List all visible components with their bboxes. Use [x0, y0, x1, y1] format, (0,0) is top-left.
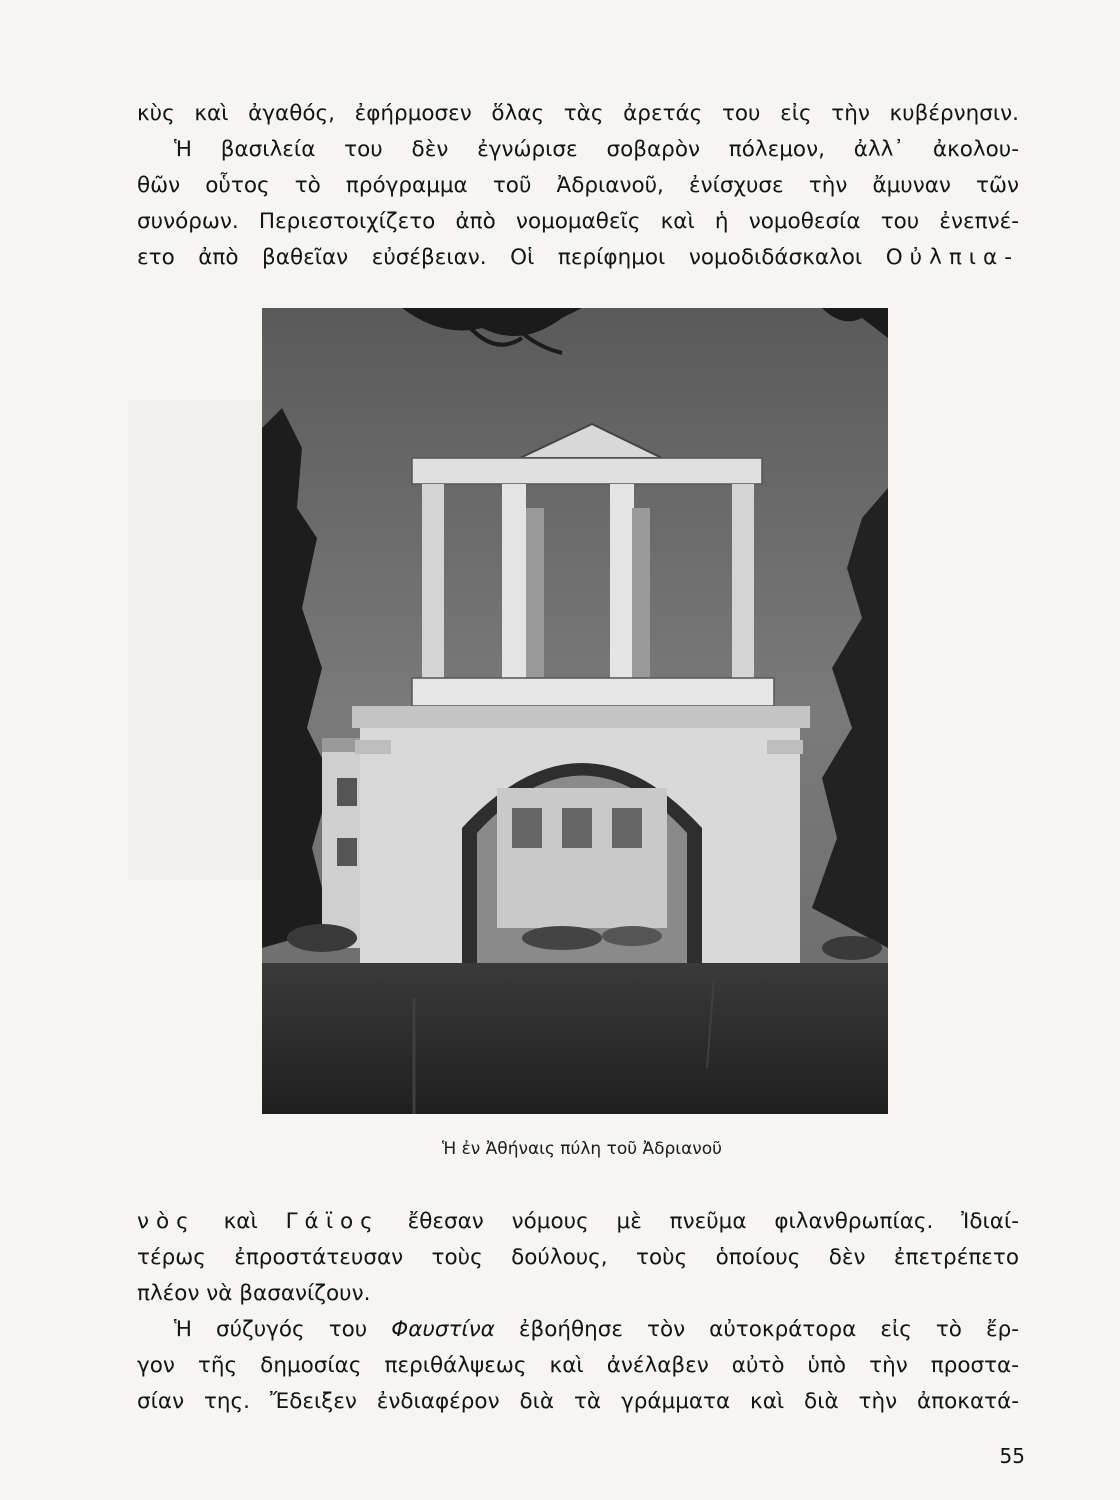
text-segment: ἔθεσαν νόμους μὲ πνεῦμα φιλανθρωπίας. Ἰδιαί- [407, 1209, 1019, 1234]
spaced-name: νὸς [137, 1209, 196, 1234]
top-paragraph [137, 96, 1019, 276]
text-line: κὺς καὶ ἀγαθός, ἐφήρμοσεν ὅλας τὰς ἀρετάς του εἰς τὴν κυβέρνησιν. [137, 101, 1019, 126]
text-line: πλέον νὰ βασανίζουν. [137, 1281, 371, 1306]
text-segment: ἐβοήθησε τὸν αὐτοκράτορα εἰς τὸ ἔρ- [518, 1317, 1019, 1342]
text-line: τέρως ἐπροστάτευσαν τοὺς δούλους, τοὺς ὁποίους δὲν ἐπετρέπετο [137, 1245, 1019, 1270]
spaced-name: Οὐλπια- [885, 245, 1019, 270]
text-line: Ἡ βασιλεία του δὲν ἐγνώρισε σοβαρὸν πόλεμον, ἀλλ᾽ ἀκολου- [174, 137, 1019, 162]
page-number: 55 [999, 1444, 1025, 1468]
arch-photo-illustration [262, 308, 888, 1114]
text-segment: καὶ [223, 1209, 258, 1234]
text-line [137, 1204, 1019, 1240]
text-line: γον τῆς δημοσίας περιθάλψεως καὶ ἀνέλαβεν αὐτὸ ὑπὸ τὴν προστα- [137, 1353, 1019, 1378]
text-line [137, 240, 1019, 276]
text-segment: Ἡ σύζυγός του [174, 1317, 368, 1342]
bottom-paragraph [137, 1204, 1019, 1420]
spaced-name: Γάϊος [285, 1209, 380, 1234]
text-line: σίαν της. Ἔδειξεν ἐνδιαφέρον διὰ τὰ γράμματα καὶ διὰ τὴν ἀποκατά- [137, 1389, 1019, 1414]
italic-name: Φαυστίνα [391, 1317, 495, 1342]
figure-caption: Ἡ ἐν Ἀθήναις πύλη τοῦ Ἀδριανοῦ [441, 1139, 723, 1159]
text-line: θῶν οὗτος τὸ πρόγραμμα τοῦ Ἀδριανοῦ, ἐνίσχυσε τὴν ἄμυναν τῶν [137, 173, 1019, 198]
photograph-hadrians-arch [262, 308, 888, 1114]
text-line: συνόρων. Περιεστοιχίζετο ἀπὸ νομομαθεῖς καὶ ἡ νομοθεσία του ἐνεπνέ- [137, 209, 1019, 234]
text-segment: ετο ἀπὸ βαθεῖαν εὐσέβειαν. Οἱ περίφημοι νομοδιδάσκαλοι [137, 245, 863, 270]
text-line [137, 1312, 1019, 1348]
